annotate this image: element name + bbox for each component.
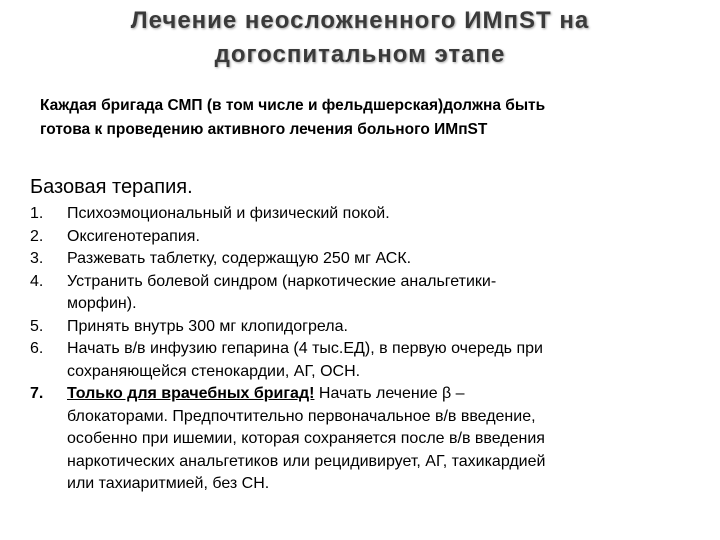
step-text — [67, 338, 710, 383]
intro-line-2: готова к проведению активного лечения больного ИМпST — [40, 121, 488, 138]
step-line: Устранить болевой синдром (наркотические анальгетики- — [67, 272, 497, 290]
therapy-steps-list — [30, 203, 710, 496]
step-line-rest: Начать лечение β – — [314, 385, 465, 402]
step-line: Начать в/в инфузию гепарина (4 тыс.ЕД), в первую очередь при — [67, 340, 543, 357]
step-line: особенно при ишемии, которая сохраняется после в/в введения — [67, 430, 545, 447]
step-text — [67, 248, 710, 271]
step-line: Оксигенотерапия. — [67, 227, 200, 245]
list-item — [30, 271, 710, 316]
step-number: 1. — [30, 205, 44, 222]
step-line: сохраняющейся стенокардии, АГ, ОСН. — [67, 362, 361, 380]
step-text — [67, 226, 710, 249]
step-line: или тахиаритмией, без СН. — [67, 475, 270, 492]
step-line: Разжевать таблетку, содержащую 250 мг АСК. — [67, 250, 412, 267]
step-text — [67, 271, 710, 316]
intro-paragraph — [40, 94, 710, 142]
step-number: 7. — [30, 385, 44, 402]
step-text — [67, 316, 710, 339]
step-number: 6. — [30, 340, 44, 357]
intro-line-1: Каждая бригада СМП (в том числе и фельдшерская)должна быть — [40, 97, 546, 114]
step-number: 2. — [30, 227, 44, 245]
list-item — [30, 203, 710, 226]
step-number: 5. — [30, 317, 44, 335]
list-item — [30, 383, 710, 496]
step-text — [67, 383, 710, 496]
section-heading: Базовая терапия. — [30, 176, 193, 198]
step-line: морфин). — [67, 295, 137, 312]
title-line-2: догоспитальном этапе — [214, 41, 506, 68]
step-line: блокаторами. Предпочтительно первоначальное в/в введение, — [67, 407, 536, 425]
list-item — [30, 226, 710, 249]
step-line: Принять внутрь 300 мг клопидогрела. — [67, 317, 348, 335]
slide-title — [0, 4, 720, 72]
title-line-1: Лечение неосложненного ИМпST на — [130, 7, 590, 34]
list-item — [30, 316, 710, 339]
step-line: наркотических анальгетиков или рецидивирует, АГ, тахикардией — [67, 452, 546, 470]
list-item — [30, 338, 710, 383]
step-line — [67, 383, 710, 406]
emphasis-text: Только для врачебных бригад! — [67, 385, 315, 402]
step-number: 4. — [30, 272, 44, 290]
step-text — [67, 203, 710, 226]
step-line: Психоэмоциональный и физический покой. — [67, 205, 390, 222]
list-item — [30, 248, 710, 271]
step-number: 3. — [30, 250, 44, 267]
